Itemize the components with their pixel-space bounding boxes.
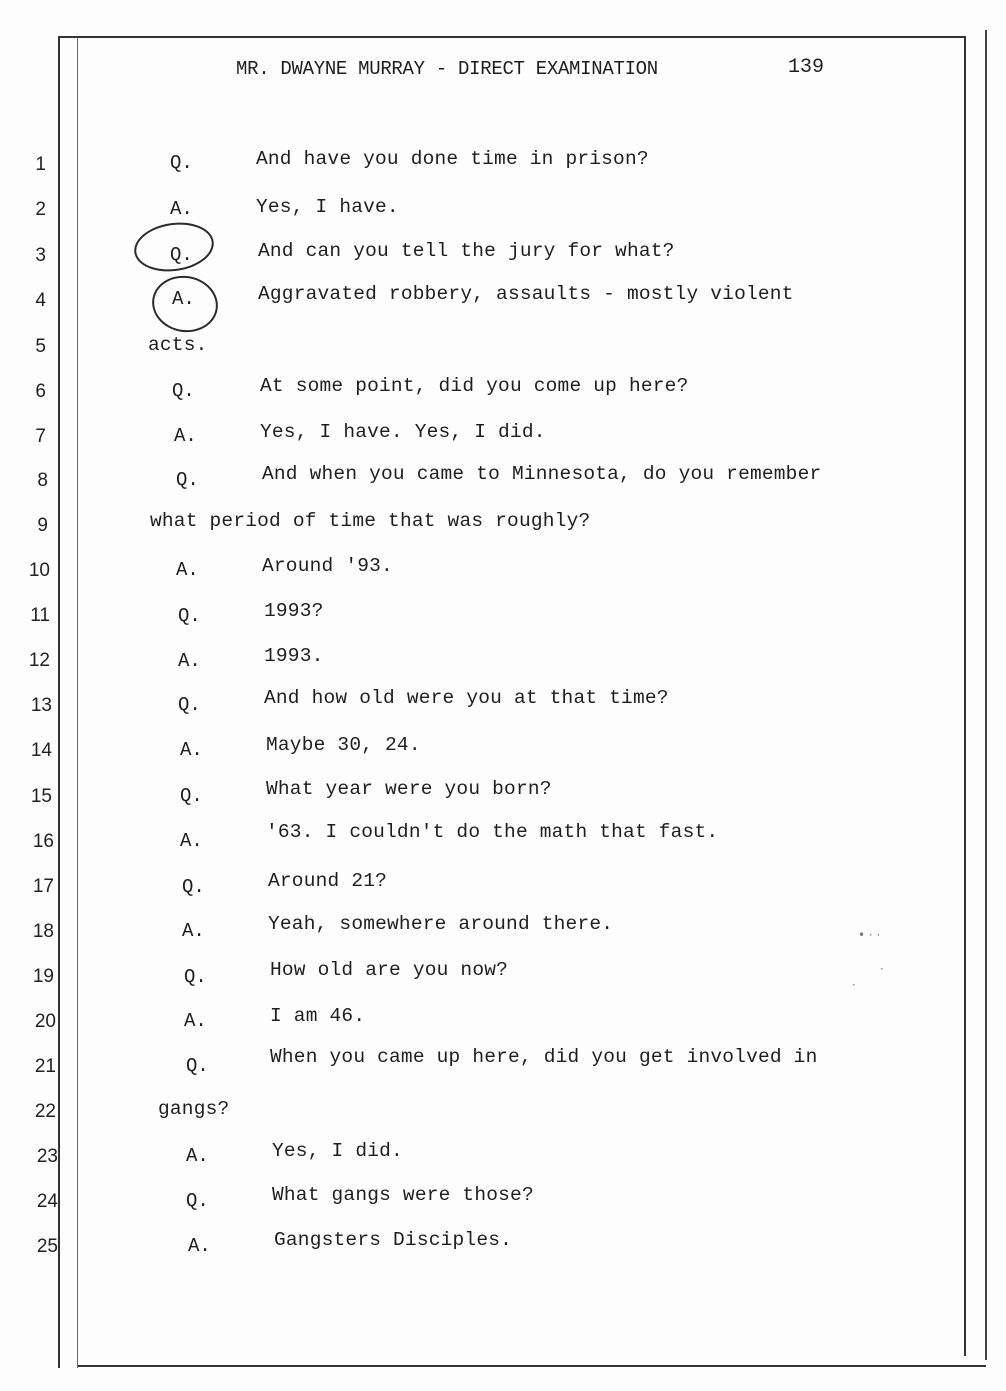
line-number: 16: [32, 831, 54, 852]
testimony-text: Yeah, somewhere around there.: [268, 913, 614, 935]
speaker-label: Q.: [176, 469, 199, 491]
line-number: 6: [35, 381, 46, 402]
testimony-text: And when you came to Minnesota, do you remember: [262, 463, 822, 485]
speaker-label: Q.: [182, 876, 205, 898]
testimony-text: And can you tell the jury for what?: [258, 240, 675, 262]
line-number: 23: [36, 1146, 58, 1167]
testimony-text: '63. I couldn't do the math that fast.: [266, 821, 719, 843]
speaker-label: A.: [184, 1010, 207, 1032]
speaker-label: Q.: [186, 1190, 209, 1212]
line-number: 17: [32, 876, 54, 897]
testimony-text: what period of time that was roughly?: [150, 510, 591, 532]
testimony-text: gangs?: [158, 1098, 230, 1120]
handwritten-circle: [148, 271, 223, 338]
testimony-text: And have you done time in prison?: [256, 148, 649, 170]
speaker-label: Q.: [170, 152, 193, 174]
testimony-text: Aggravated robbery, assaults - mostly violent: [258, 283, 794, 305]
speaker-label: A.: [182, 920, 205, 942]
line-number: 21: [34, 1056, 56, 1077]
testimony-text: What gangs were those?: [272, 1184, 534, 1206]
speaker-label: Q.: [178, 694, 201, 716]
testimony-text: 1993?: [264, 600, 324, 622]
line-number: 13: [30, 695, 52, 716]
page-border-right-outer: [985, 30, 987, 1360]
testimony-text: How old are you now?: [270, 959, 509, 981]
speaker-label: Q.: [170, 244, 193, 266]
line-number: 14: [30, 740, 52, 761]
testimony-text: Maybe 30, 24.: [266, 734, 421, 756]
testimony-text: Yes, I did.: [272, 1140, 403, 1162]
line-number: 12: [28, 650, 50, 671]
speaker-label: A.: [186, 1145, 209, 1167]
line-number: 9: [37, 515, 48, 536]
handwritten-circle: [131, 218, 217, 277]
testimony-text: Around 21?: [268, 870, 388, 892]
testimony-text: At some point, did you come up here?: [260, 375, 689, 397]
testimony-text: What year were you born?: [266, 778, 552, 800]
speaker-label: Q.: [178, 605, 201, 627]
page-border-left-inner: [77, 38, 78, 1368]
line-number: 11: [30, 605, 50, 626]
line-number: 19: [32, 966, 54, 987]
testimony-text: acts.: [148, 334, 208, 356]
page-border-bottom: [78, 1365, 986, 1367]
page-border-top: [58, 36, 966, 38]
speaker-label: A.: [178, 650, 201, 672]
page-title: MR. DWAYNE MURRAY - DIRECT EXAMINATION: [236, 58, 658, 80]
line-number: 5: [35, 336, 46, 357]
speaker-label: A.: [180, 830, 203, 852]
line-number: 20: [34, 1011, 56, 1032]
line-number: 3: [35, 245, 46, 266]
speaker-label: A.: [180, 739, 203, 761]
line-number: 15: [30, 786, 52, 807]
page-border-left: [58, 38, 60, 1368]
testimony-text: Gangsters Disciples.: [274, 1229, 513, 1251]
speaker-label: Q.: [186, 1055, 209, 1077]
speaker-label: Q.: [180, 785, 203, 807]
testimony-text: 1993.: [264, 645, 324, 667]
line-number: 8: [37, 470, 48, 491]
scan-speck: • ⋅ ⋅: [858, 928, 881, 942]
speaker-label: A.: [172, 288, 195, 310]
line-number: 7: [35, 426, 46, 447]
scan-speck: ⋅: [852, 978, 856, 992]
testimony-text: Around '93.: [262, 555, 393, 577]
line-number: 18: [32, 921, 54, 942]
speaker-label: A.: [188, 1235, 211, 1257]
line-number: 10: [28, 560, 50, 581]
speaker-label: Q.: [184, 966, 207, 988]
speaker-label: A.: [170, 198, 193, 220]
speaker-label: A.: [176, 559, 199, 581]
line-number: 22: [34, 1101, 56, 1122]
line-number: 4: [35, 290, 46, 311]
testimony-text: Yes, I have.: [256, 196, 399, 218]
line-number: 25: [36, 1236, 58, 1257]
line-number: 2: [35, 199, 46, 220]
testimony-text: When you came up here, did you get involved in: [270, 1046, 818, 1068]
line-number: 1: [35, 154, 46, 175]
testimony-text: I am 46.: [270, 1005, 366, 1027]
speaker-label: A.: [174, 425, 197, 447]
testimony-text: And how old were you at that time?: [264, 687, 669, 709]
line-number: 24: [36, 1191, 58, 1212]
speaker-label: Q.: [172, 380, 195, 402]
scan-speck: ⋅: [880, 962, 884, 976]
page-number: 139: [788, 56, 825, 79]
page-border-right: [964, 36, 966, 1356]
testimony-text: Yes, I have. Yes, I did.: [260, 421, 546, 443]
